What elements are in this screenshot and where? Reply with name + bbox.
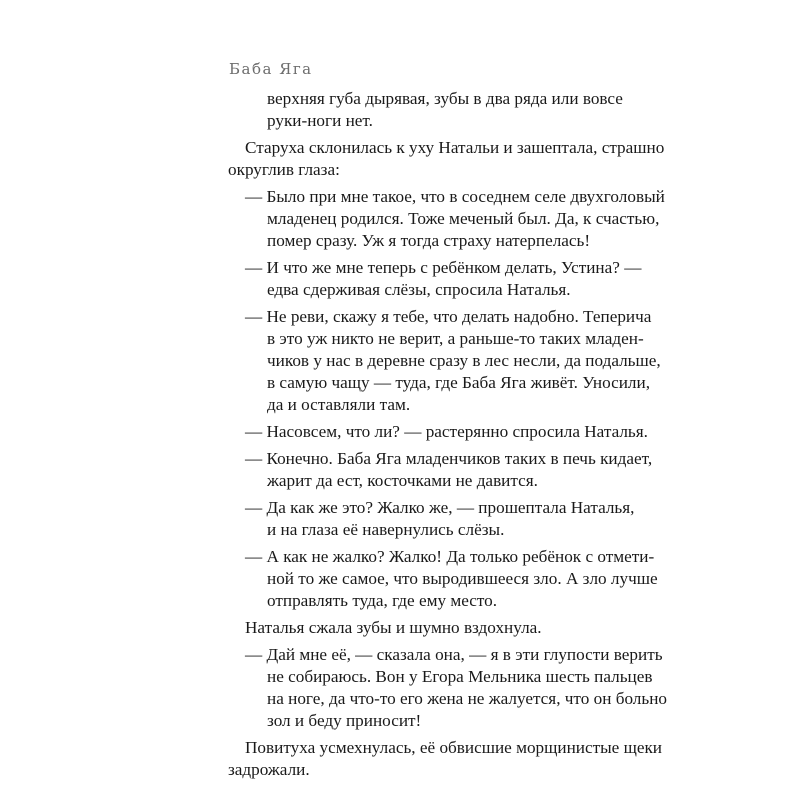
text-line: едва сдерживая слёзы, спросила Наталья. [267,280,571,299]
text-line: Старуха склонилась к уху Натальи и зашептала, страшно [245,138,665,157]
text-line: — Не реви, скажу я тебе, что делать надобно. Теперича [245,307,652,326]
text-line: в это уж никто не верит, а раньше-то таких младен- [267,329,644,348]
text-line: — Конечно. Баба Яга младенчиков таких в печь кидает, [245,449,653,468]
text-line: руки-ноги нет. [267,111,373,130]
text-line: чиков у нас в деревне сразу в лес несли, да подальше, [267,351,661,370]
text-line: младенец родился. Тоже меченый был. Да, к счастью, [267,209,660,228]
text-line: на ноге, да что-то его жена не жалуется, что он больно [267,689,668,708]
text-line: — И что же мне теперь с ребёнком делать, Устина? — [245,258,642,277]
text-line: верхняя губа дырявая, зубы в два ряда или вовсе [267,89,623,108]
text-line: — А как не жалко? Жалко! Да только ребёнок с отмети- [245,547,655,566]
running-header: Баба Яга [229,60,313,78]
text-line: не собираюсь. Вон у Егора Мельника шесть пальцев [267,667,653,686]
text-line: помер сразу. Уж я тогда страху натерпелась! [267,231,591,250]
text-line: Наталья сжала зубы и шумно вздохнула. [245,618,542,637]
text-line: жарит да ест, косточками не давится. [267,471,538,490]
text-line: задрожали. [228,760,310,779]
text-line: — Было при мне такое, что в соседнем селе двухголовый [245,187,665,206]
text-line: ной то же самое, что выродившееся зло. А зло лучше [267,569,658,588]
text-line: — Дай мне её, — сказала она, — я в эти глупости верить [245,645,663,664]
text-line: да и оставляли там. [267,395,411,414]
text-line: и на глаза её навернулись слёзы. [267,520,505,539]
text-line: в самую чащу — туда, где Баба Яга живёт. Уносили, [267,373,651,392]
text-line: отправлять туда, где ему место. [267,591,498,610]
text-line: — Да как же это? Жалко же, — прошептала Наталья, [245,498,635,517]
text-line: округлив глаза: [228,160,340,179]
text-line: Повитуха усмехнулась, её обвисшие морщинистые щеки [245,738,662,757]
text-line: — Насовсем, что ли? — растерянно спросила Наталья. [245,422,648,441]
text-line: зол и беду приносит! [267,711,422,730]
